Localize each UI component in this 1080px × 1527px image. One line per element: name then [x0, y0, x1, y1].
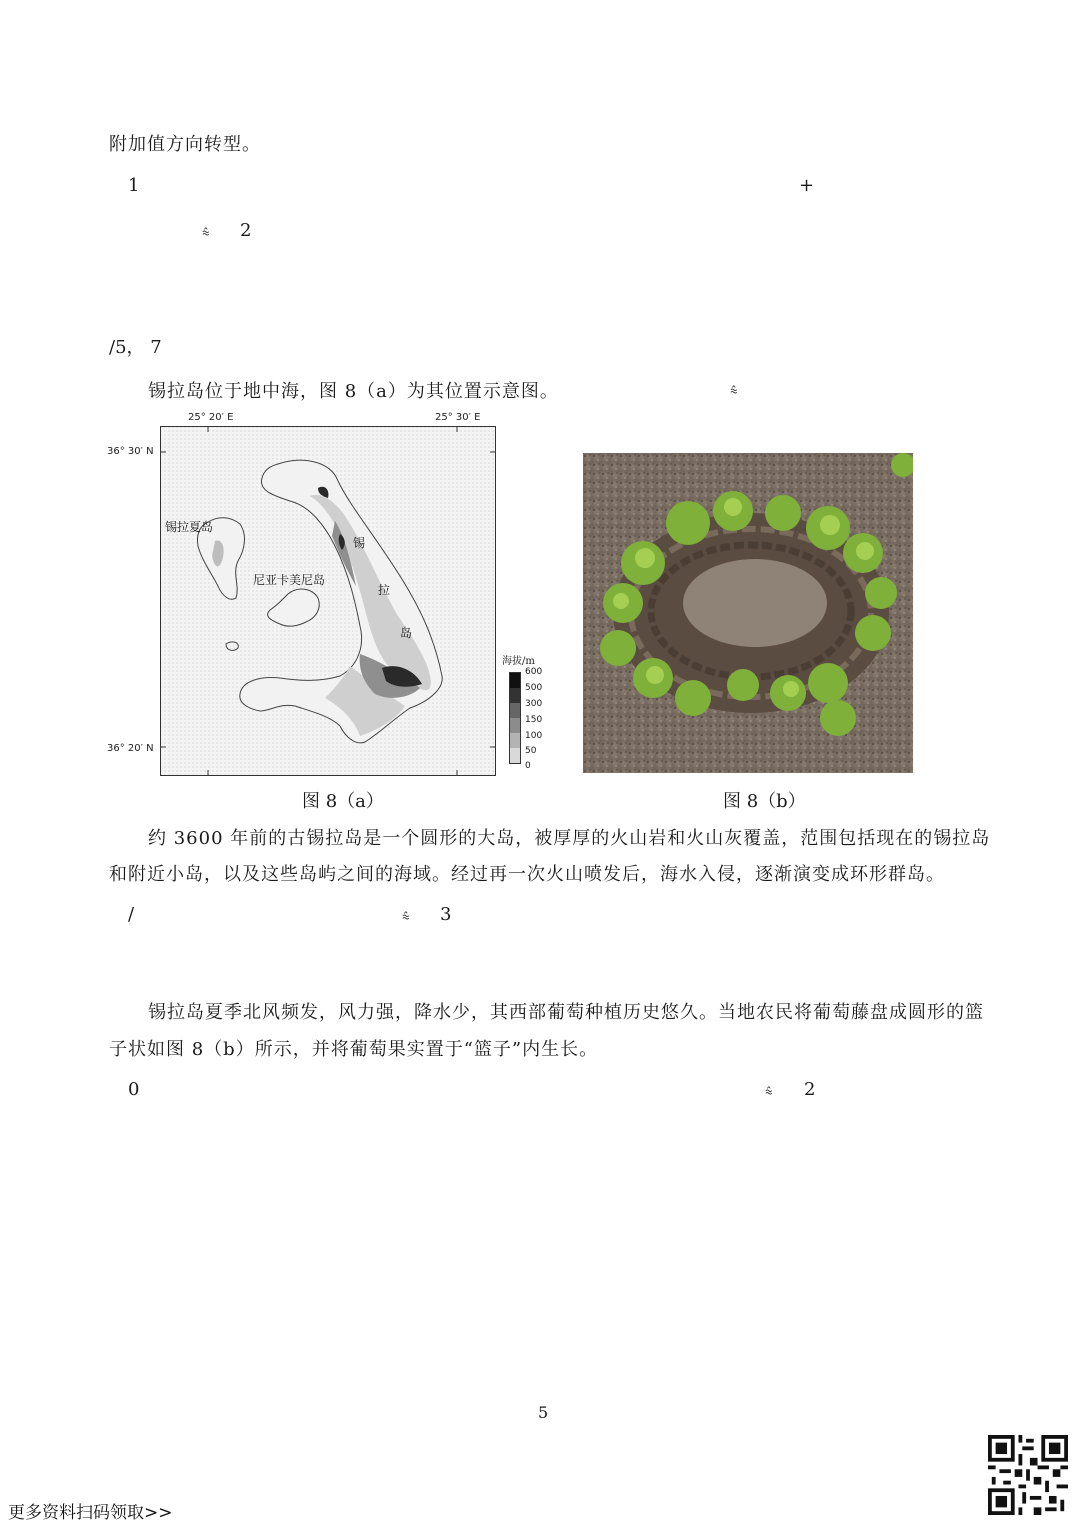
legend-label: 600: [525, 667, 543, 677]
para2-line1: 约 3600 年前的古锡拉岛是一个圆形的大岛，被厚厚的火山岩和火山灰覆盖，范围包括现在的锡拉岛: [148, 828, 991, 849]
question-2-slash: /: [128, 904, 135, 925]
score-mark-icon: ⩯: [765, 1085, 773, 1100]
intro-text: 锡拉岛位于地中海，图 8（a）为其位置示意图。: [148, 381, 559, 402]
legend-swatch: [510, 703, 520, 718]
legend-label: 100: [525, 731, 543, 741]
legend-swatch: [510, 733, 520, 748]
figure-8b-caption: 图 8（b）: [723, 791, 806, 812]
legend-bar: [509, 672, 521, 764]
label-main-2: 拉: [378, 583, 391, 597]
para3-line1: 锡拉岛夏季北风频发，风力强，降水少，其西部葡萄种植历史悠久。当地农民将葡萄藤盘成圆形的篮: [148, 1002, 984, 1023]
map-lon-right: 25° 30′ E: [435, 412, 481, 423]
score-mark-icon: ⩯: [402, 910, 410, 925]
map-figure: [160, 426, 496, 776]
legend-label: 0: [525, 761, 531, 771]
legend-swatch: [510, 673, 520, 688]
question-1-score: 2: [240, 220, 252, 241]
small-islet: [226, 642, 238, 650]
qr-code-icon[interactable]: [988, 1435, 1068, 1515]
label-main-3: 岛: [400, 626, 413, 640]
basket-center: [683, 559, 827, 647]
question-1-plus: +: [799, 175, 815, 196]
question-2-score: 3: [440, 904, 452, 925]
footer-link[interactable]: 更多资料扫码领取>>: [8, 1503, 173, 1523]
map-lat-bottom: 36° 20′ N: [107, 743, 154, 754]
legend-swatch: [510, 718, 520, 733]
score-mark-icon: ⩯: [730, 384, 738, 399]
map-lat-top: 36° 30′ N: [107, 446, 154, 457]
legend-label: 50: [525, 746, 537, 756]
figure-8a-caption: 图 8（a）: [302, 791, 384, 812]
label-center-island: 尼亚卡美尼岛: [253, 573, 326, 587]
question-1-number: 1: [128, 175, 140, 196]
page-number: 5: [538, 1403, 549, 1422]
legend-label: 150: [525, 715, 543, 725]
vine-basket-photo: [583, 453, 913, 773]
question-3-number: 0: [128, 1079, 140, 1100]
legend-title: 海拔/m: [502, 656, 535, 667]
legend-swatch: [510, 688, 520, 703]
text-line-1: 附加值方向转型。: [109, 134, 261, 155]
legend-label: 300: [525, 699, 543, 709]
label-west-island: 锡拉夏岛: [165, 520, 214, 534]
map-lon-left: 25° 20′ E: [188, 412, 234, 423]
label-main-1: 锡: [353, 536, 366, 550]
legend-label: 500: [525, 683, 543, 693]
question-3-score: 2: [804, 1079, 816, 1100]
score-mark-icon: ⩯: [202, 226, 210, 241]
para2-line2: 和附近小岛，以及这些岛屿之间的海域。经过再一次火山喷发后，海水入侵，逐渐演变成环形群岛。: [109, 864, 945, 885]
legend-swatch: [510, 748, 520, 763]
question-header: /5， 7: [109, 337, 162, 358]
para3-line2: 子状如图 8（b）所示，并将葡萄果实置于“篮子”内生长。: [109, 1039, 599, 1060]
